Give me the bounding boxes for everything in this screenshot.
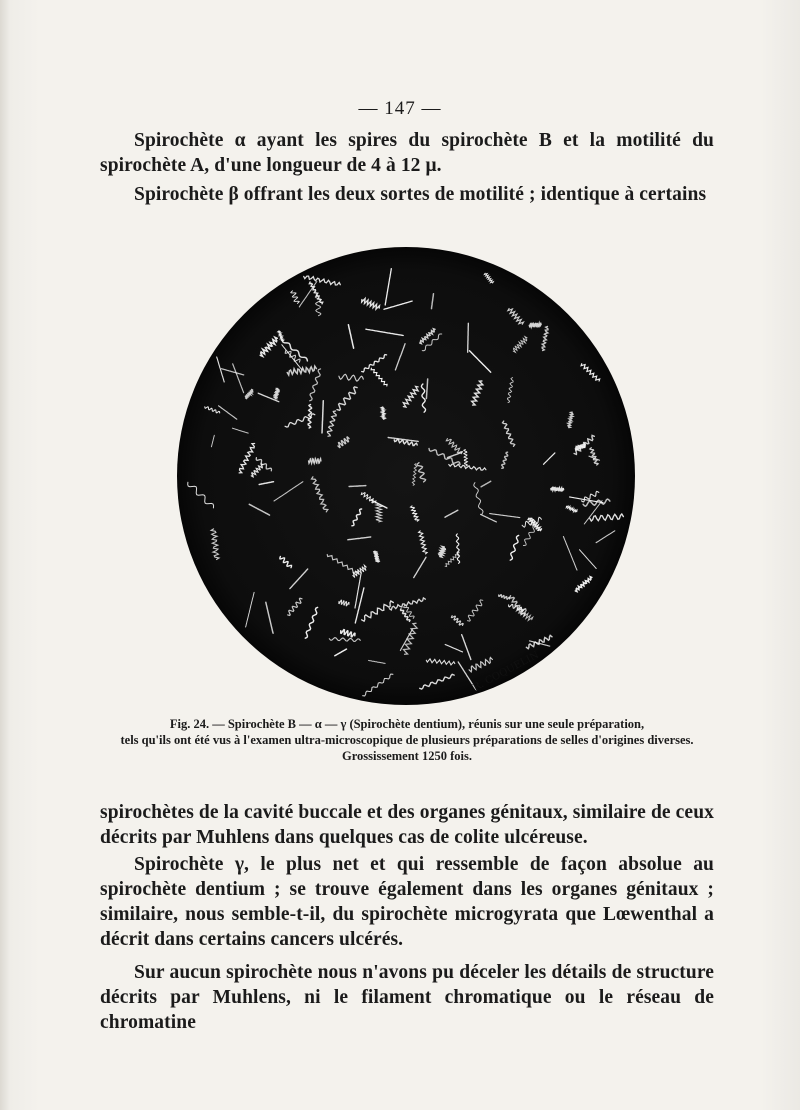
paragraph-spirochete-beta-start: Spirochète β offrant les deux sortes de motilité ; identique à certains — [134, 184, 707, 205]
microscope-field-figure — [175, 245, 637, 707]
caption-line: tels qu'ils ont été vus à l'examen ultra-microscopique de plusieurs préparations de selles d'origines diverses. — [120, 733, 694, 747]
field-disc — [177, 247, 635, 705]
paragraph-spirochete-alpha: Spirochète α ayant les spires du spirochète B et la motilité du spirochète A, d'une longueur de 4 à 12 μ. — [100, 130, 714, 176]
spirochete-mark — [529, 323, 541, 328]
spirochete-mark — [382, 407, 385, 419]
figure-caption — [100, 716, 714, 764]
spirochete-mark — [439, 547, 446, 558]
spirochete-mark — [551, 487, 564, 491]
paragraph-structure: Sur aucun spirochète nous n'avons pu déceler les détails de structure décrits par Muhlens, ni le filament chromatique ou le réseau de chromatine — [100, 962, 714, 1033]
microscope-field — [175, 245, 637, 707]
caption-line: Fig. 24. — Spirochète B — α — γ (Spirochète dentium), réunis sur une seule préparation, — [169, 717, 645, 731]
artist-signature: R. COQUELIN — [471, 649, 541, 694]
paragraph-beta-continued: spirochètes de la cavité buccale et des organes génitaux, similaire de ceux décrits par Muhlens dans quelques cas de colite ulcéreuse. — [100, 802, 714, 848]
page-number: — 147 — — [358, 98, 442, 119]
caption-line: Grossissement 1250 fois. — [342, 749, 472, 763]
paragraph-spirochete-gamma: Spirochète γ, le plus net et qui ressemble de façon absolue au spirochète dentium ; se trouve également dans les organes génitaux ; similaire, nous semble-t-il, du spirochète microgyrata que Lœwenthal a décrit dans certains cancers ulcérés. — [100, 854, 714, 950]
spirochete-mark — [468, 323, 469, 352]
spirochete-mark — [349, 486, 366, 487]
